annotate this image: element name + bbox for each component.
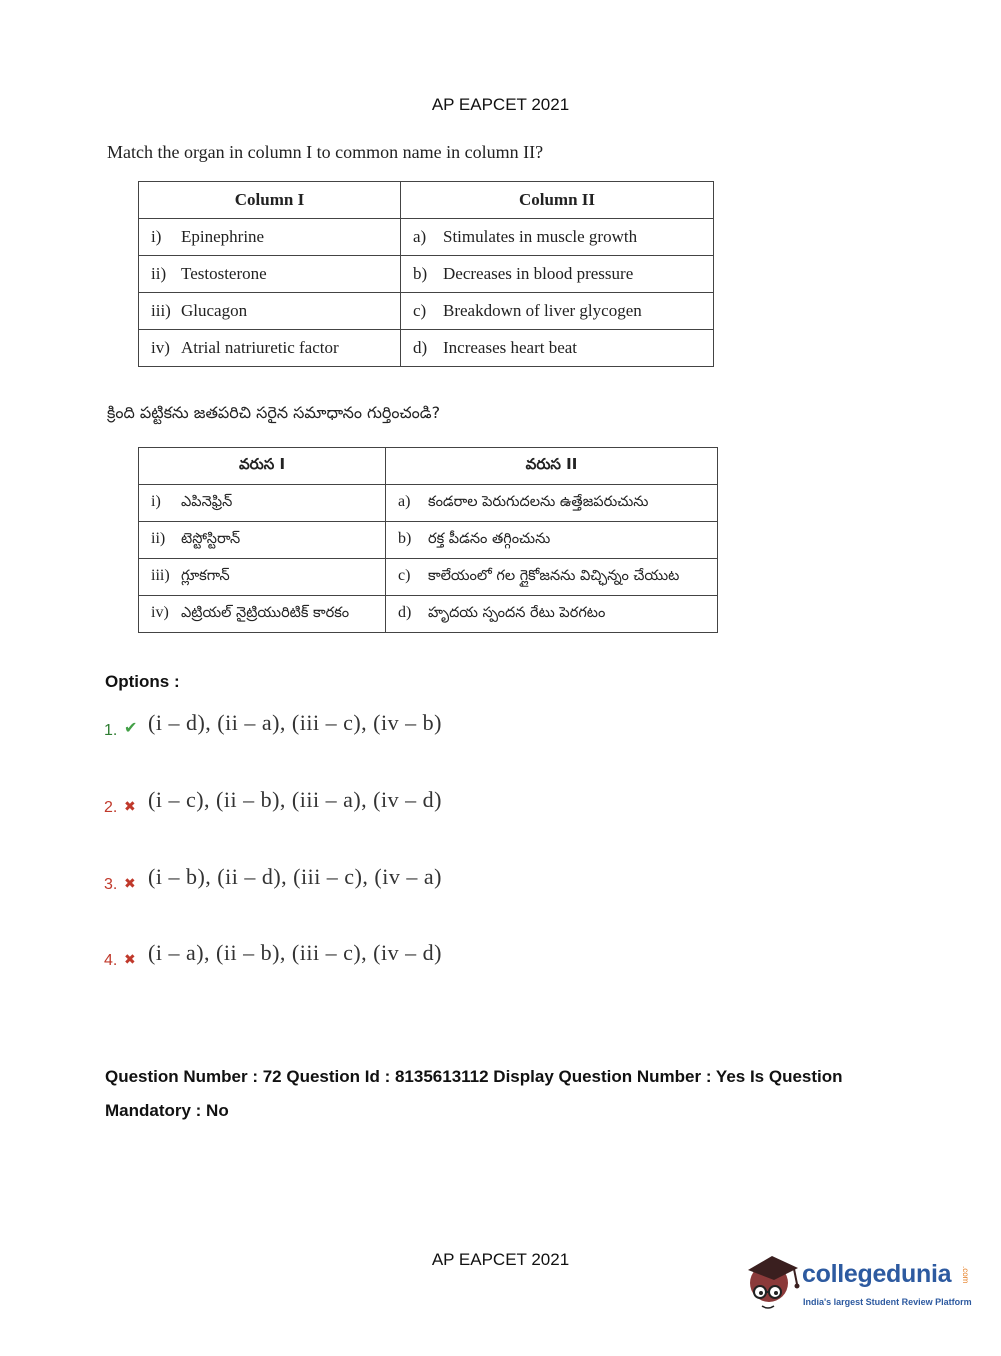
option-text: (i – a), (ii – b), (iii – c), (iv – d): [148, 940, 442, 965]
function-cell: కండరాల పెరుగుదలను ఉత్తేజపరుచును: [428, 493, 649, 510]
logo-com-text: .com: [961, 1266, 970, 1284]
row-index: i): [151, 227, 162, 246]
collegedunia-logo[interactable]: [742, 1250, 972, 1320]
column-i-header: Column I: [139, 182, 401, 219]
question-telugu: క్రింది పట్టికను జతపరిచి సరైన సమాధానం గుర్తించండి?: [107, 403, 441, 422]
row-letter: b): [398, 529, 412, 547]
organ-cell: ఎట్రియల్ నైట్రియురిటిక్ కారకం: [181, 604, 350, 621]
function-cell: Increases heart beat: [443, 338, 578, 357]
function-cell: హృదయ స్పందన రేటు పెరగటం: [428, 604, 606, 621]
option-text: (i – d), (ii – a), (iii – c), (iv – b): [148, 710, 442, 735]
row-index: iii): [151, 301, 171, 320]
check-icon: ✔: [124, 720, 138, 737]
table-row: [139, 330, 714, 367]
row-index: ii): [151, 529, 166, 547]
row-index: i): [151, 492, 161, 510]
mascot-icon: [742, 1250, 802, 1320]
option-number: 1.: [104, 722, 118, 739]
table-row: [139, 219, 714, 256]
option-text: (i – c), (ii – b), (iii – a), (iv – d): [148, 787, 442, 812]
column-i-header: వరుస I: [139, 448, 386, 485]
organ-cell: Testosterone: [181, 264, 267, 283]
function-cell: Breakdown of liver glycogen: [443, 301, 642, 320]
row-letter: a): [398, 492, 411, 510]
logo-tagline: India's largest Student Review Platform: [803, 1297, 972, 1307]
column-ii-header: వరుస II: [386, 448, 718, 485]
function-cell: కాలేయంలో గల గ్లైకోజనను విచ్ఛిన్నం చేయుట: [428, 567, 680, 584]
table-row: [139, 256, 714, 293]
row-index: ii): [151, 264, 167, 283]
function-cell: Decreases in blood pressure: [443, 264, 634, 283]
table-row: [139, 293, 714, 330]
organ-cell: Atrial natriuretic factor: [181, 338, 339, 357]
column-ii-header: Column II: [401, 182, 714, 219]
match-table-telugu: [138, 447, 718, 633]
cross-icon: ✖: [124, 875, 136, 891]
option-number: 2.: [104, 799, 118, 816]
page-header: AP EAPCET 2021: [431, 95, 570, 114]
organ-cell: Glucagon: [181, 301, 248, 320]
table-row: [139, 522, 718, 559]
function-cell: రక్త పీడనం తగ్గించును: [428, 530, 551, 547]
table-row: [139, 559, 718, 596]
table-row: [139, 596, 718, 633]
organ-cell: గ్లూకగాన్: [181, 567, 230, 584]
organ-cell: ఎపినెఫ్రిన్: [181, 493, 233, 510]
row-index: iii): [151, 566, 170, 584]
organ-cell: టెస్టోస్టిరాన్: [181, 530, 241, 547]
options-label: Options :: [105, 672, 180, 691]
table-row: [139, 485, 718, 522]
cross-icon: ✖: [124, 798, 136, 814]
row-letter: a): [413, 227, 427, 246]
row-letter: d): [413, 338, 428, 357]
row-letter: c): [398, 566, 411, 584]
row-index: iv): [151, 603, 169, 621]
logo-brand-text: collegedunia: [802, 1260, 952, 1288]
row-letter: c): [413, 301, 427, 320]
row-letter: d): [398, 603, 412, 621]
question-meta: Question Number : 72 Question Id : 8135613112 Display Question Number : Yes Is Question Mandatory : No: [105, 1067, 843, 1120]
page-footer: AP EAPCET 2021: [431, 1250, 570, 1269]
option-number: 3.: [104, 876, 118, 893]
row-index: iv): [151, 338, 170, 357]
option-number: 4.: [104, 952, 118, 969]
organ-cell: Epinephrine: [181, 227, 265, 246]
function-cell: Stimulates in muscle growth: [443, 227, 638, 246]
row-letter: b): [413, 264, 428, 283]
match-table-english: [138, 181, 714, 367]
question-english: Match the organ in column I to common name in column II?: [107, 142, 544, 162]
cross-icon: ✖: [124, 951, 136, 967]
option-text: (i – b), (ii – d), (iii – c), (iv – a): [148, 864, 442, 889]
